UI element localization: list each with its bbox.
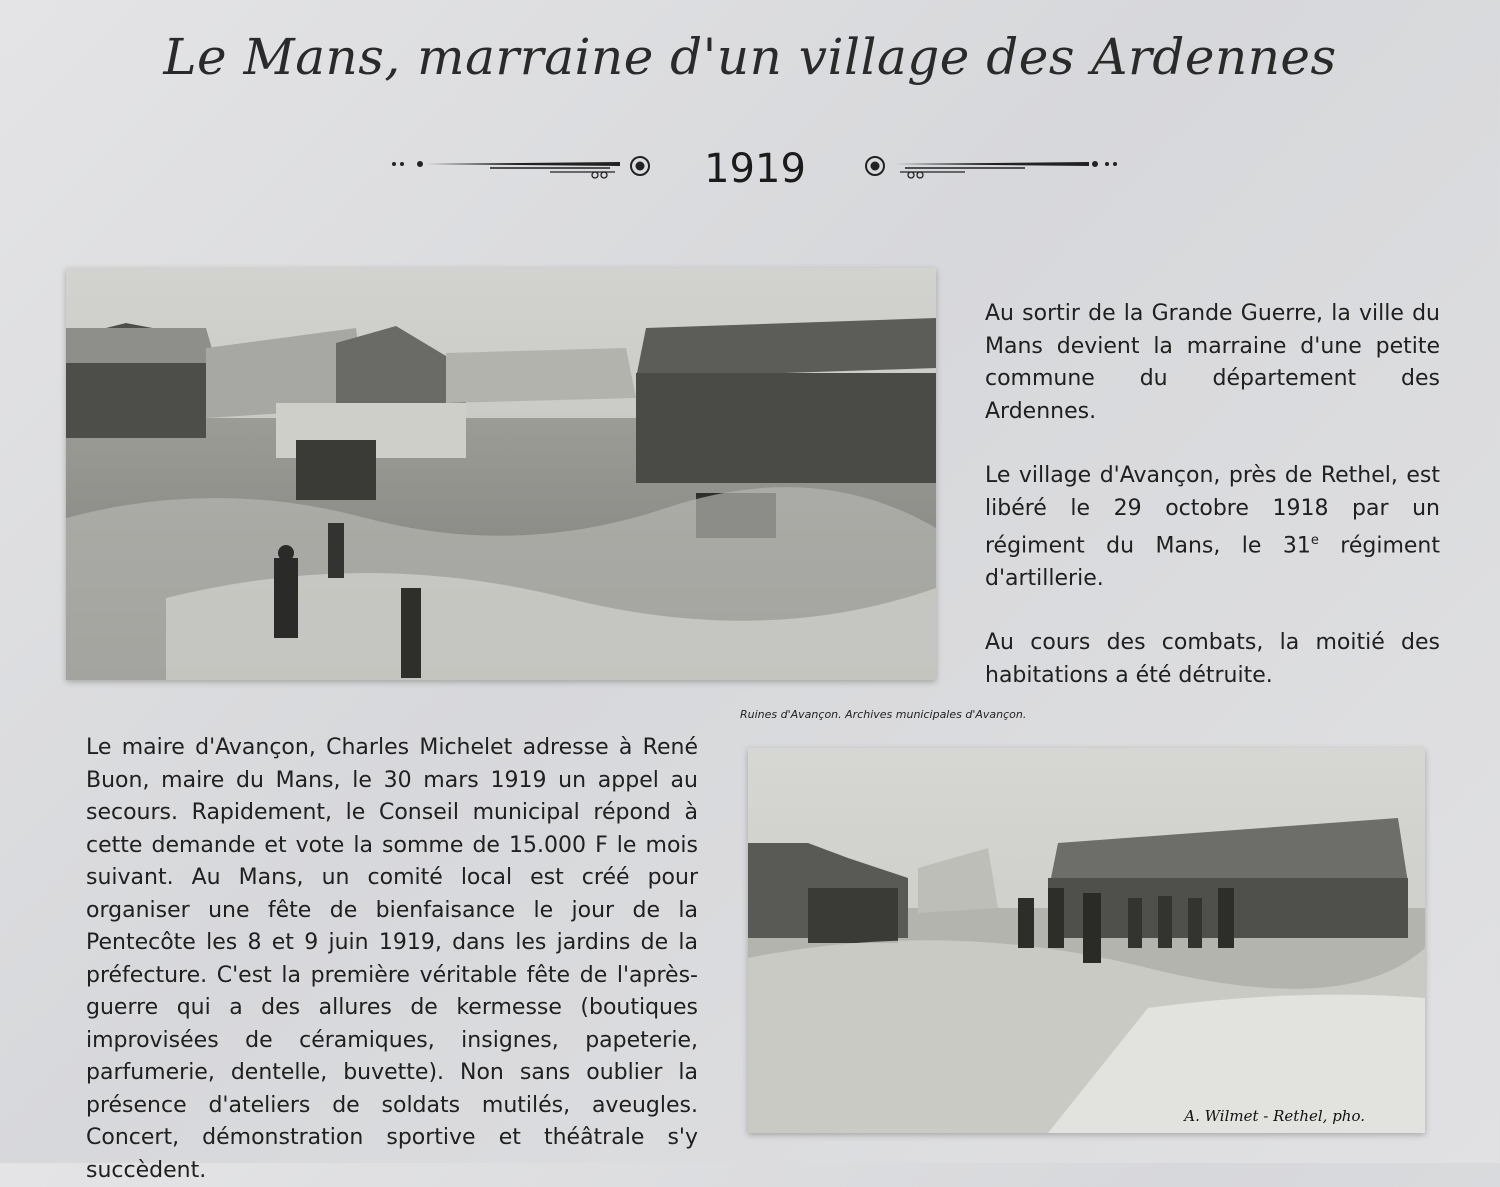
intro-text [985,298,1440,692]
ruins-photo [66,268,936,680]
story-text [86,732,698,1187]
year-label: 1919 [704,146,806,192]
photographer-signature: A. Wilmet - Rethel, pho. [1184,1107,1365,1125]
intro-paragraph-2-end: régiment d'artillerie. [985,533,1441,591]
ordinal-suffix: e [1310,533,1319,548]
page-title: Le Mans, marraine d'un village des Ardennes [163,28,1337,86]
left-ornament-icon [390,152,660,188]
intro-paragraph-2 [985,460,1440,595]
right-ornament-icon [855,152,1125,188]
story-paragraph: Le maire d'Avançon, Charles Michelet adresse à René Buon, maire du Mans, le 30 mars 1919 un appel au secours. Rapidement, le Conseil municipal répond à cette demande et vote la somme de 15.000 F le mois suivant. Au Mans, un comité local est créé pour organiser une fête de bienfaisance le jour de la Pentecôte les 8 et 9 juin 1919, dans les jardins de la préfecture. C'est la première véritable fête de l'après-guerre qui a des allures de kermesse (boutiques improvisées de céramiques, insignes, papeterie, parfumerie, dentelle, buvette). Non sans oublier la présence d'ateliers de soldats mutilés, aveugles. Concert, démonstration sportive et théâtrale s'y succèdent. [86,735,698,1183]
year-header [0,140,1500,200]
photo-caption: Ruines d'Avançon. Archives municipales d'Avançon. [740,708,1027,721]
intro-paragraph-2-text: Le village d'Avançon, près de Rethel, est libéré le 29 octobre 1918 par un régiment du Mans, le 31 [985,463,1440,559]
intro-paragraph-3: Au cours des combats, la moitié des habitations a été détruite. [985,630,1440,688]
ruins-photo-illustration [66,268,936,680]
villagers-photo-illustration [748,748,1425,1133]
intro-paragraph-1: Au sortir de la Grande Guerre, la ville du Mans devient la marraine d'une petite commune du département des Ardennes. [985,301,1440,424]
villagers-photo [748,748,1425,1133]
